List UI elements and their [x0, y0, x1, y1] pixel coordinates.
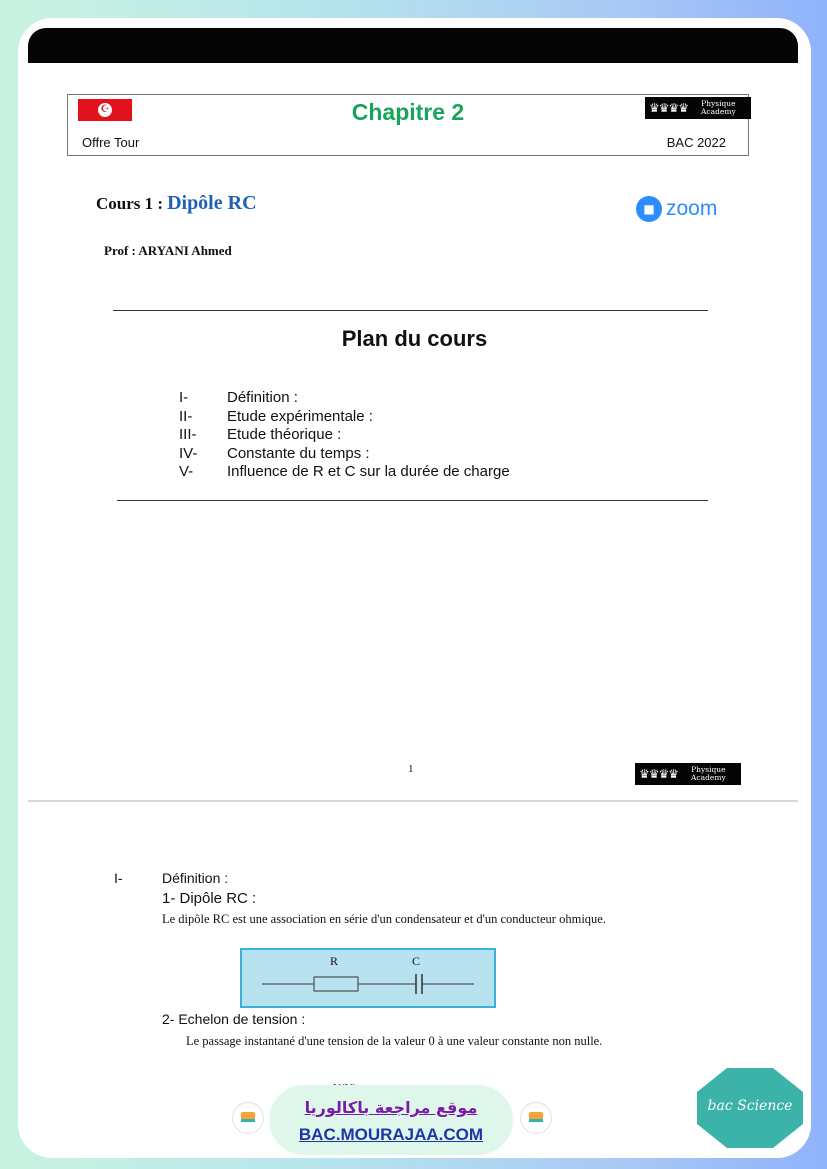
bac-science-badge: bac Science — [697, 1068, 803, 1148]
site-arabic-name: موقع مراجعة باكالوريا — [304, 1098, 478, 1117]
zoom-logo: ■ zoom — [636, 196, 717, 222]
physique-academy-logo: ♛♛♛♛ Physique Academy — [645, 97, 751, 119]
toc-item: I- Définition : — [179, 389, 298, 406]
video-camera-icon: ■ — [636, 196, 662, 222]
capacitor-label: C — [412, 954, 421, 968]
document-frame — [18, 18, 811, 1158]
bac-mourajaa-badge[interactable] — [269, 1085, 513, 1155]
divider-bottom — [117, 500, 708, 501]
crown-icon: ♛♛♛♛ — [639, 767, 679, 781]
chapter-title: Chapitre 2 — [351, 99, 465, 125]
offer-label: Offre Tour — [82, 135, 140, 150]
step-definition-text: Le passage instantané d'une tension de la valeur 0 à une valeur constante non nulle. — [186, 1034, 603, 1048]
page-separator — [28, 800, 798, 802]
tunisia-flag-icon: ☪ — [78, 99, 132, 121]
course-heading: Cours 1 : Dipôle RC — [96, 192, 257, 214]
rc-circuit-diagram — [240, 948, 496, 1008]
divider-top — [113, 310, 708, 311]
course-title: Dipôle RC — [167, 192, 257, 214]
plan-title: Plan du cours — [341, 326, 488, 351]
subsection-heading: 1- Dipôle RC : — [162, 890, 257, 907]
exam-label: BAC 2022 — [666, 135, 726, 150]
page-number: 1 — [408, 763, 414, 775]
book-logo-icon-right — [520, 1102, 552, 1134]
circuit-drawing — [242, 950, 494, 1006]
crown-icon: ♛♛♛♛ — [649, 101, 689, 115]
teacher-name: Prof : ARYANI Ahmed — [104, 243, 232, 258]
page-1 — [18, 63, 811, 798]
toc-item: III- Etude théorique : — [179, 426, 342, 443]
toc-item: V- Influence de R et C sur la durée de charge — [179, 463, 510, 480]
definition-text: Le dipôle RC est une association en série d'un condensateur et d'un conducteur ohmique. — [162, 912, 606, 926]
book-logo-icon-left — [232, 1102, 264, 1134]
table-of-contents — [179, 389, 510, 482]
resistor-label: R — [330, 954, 339, 968]
header-box — [67, 94, 749, 156]
toc-item: II- Etude expérimentale : — [179, 407, 373, 425]
site-url-link[interactable]: BAC.MOURAJAA.COM — [298, 1125, 484, 1144]
toc-item: IV- Constante du temps : — [179, 444, 370, 462]
resistor-symbol — [314, 977, 358, 991]
subsection-heading-2: 2- Echelon de tension : — [162, 1011, 306, 1027]
physique-academy-logo-footer: ♛♛♛♛ Physique Academy — [635, 763, 741, 785]
section-heading: I- Définition : — [114, 870, 229, 886]
viewer-top-bar — [28, 28, 798, 63]
